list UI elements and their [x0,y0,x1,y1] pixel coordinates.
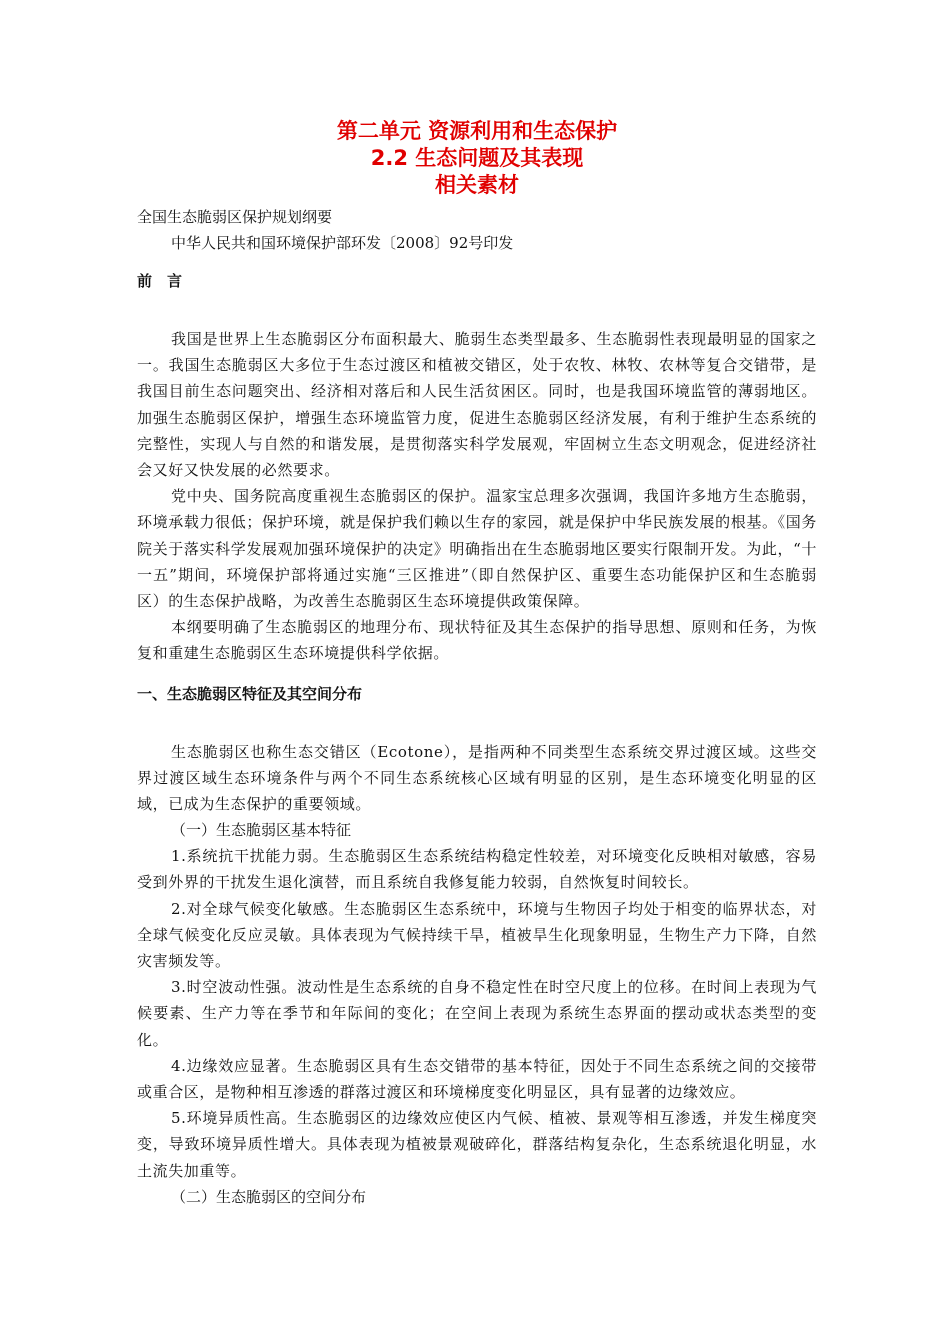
preface-paragraph-1: 我国是世界上生态脆弱区分布面积最大、脆弱生态类型最多、生态脆弱性表现最明显的国家之一。我国生态脆弱区大多位于生态过渡区和植被交错区，处于农牧、林牧、农林等复合交错带，是我国目前生态问题突出、经济相对落后和人民生活贫困区。同时，也是我国环境监管的薄弱地区。加强生态脆弱区保护，增强生态环境监管力度，促进生态脆弱区经济发展，有利于维护生态系统的完整性，实现人与自然的和谐发展，是贯彻落实科学发展观，牢固树立生态文明观念，促进经济社会又好又快发展的必然要求。 [137,330,817,480]
feature-item-5: 5.环境异质性高。生态脆弱区的边缘效应使区内气候、植被、景观等相互渗透，并发生梯度突变，导致环境异质性增大。具体表现为植被景观破碎化，群落结构复杂化，生态系统退化明显，水土流失加重等。 [137,1109,817,1180]
preface-paragraph-2: 党中央、国务院高度重视生态脆弱区的保护。温家宝总理多次强调，我国许多地方生态脆弱，环境承载力很低；保护环境，就是保护我们赖以生存的家园，就是保护中华民族发展的根基。《国务院关于落实科学发展观加强环境保护的决定》明确指出在生态脆弱地区要实行限制开发。为此，“十一五”期间，环境保护部将通过实施“三区推进”（即自然保护区、重要生态功能保护区和生态脆弱区）的生态保护战略，为改善生态脆弱区生态环境提供政策保障。 [137,487,817,611]
lesson-title: 2.2 生态问题及其表现 [370,146,584,170]
document-issuer: 中华人民共和国环境保护部环发〔2008〕92号印发 [171,234,514,252]
unit-title: 第二单元 资源利用和生态保护 [336,119,618,143]
section1-intro: 生态脆弱区也称生态交错区（Ecotone），是指两种不同类型生态系统交界过渡区域。这些交界过渡区域生态环境条件与两个不同生态系统核心区域有明显的区别，是生态环境变化明显的区域，已成为生态保护的重要领域。 [137,742,817,814]
subsection1-heading: （一）生态脆弱区基本特征 [171,821,352,840]
document-name: 全国生态脆弱区保护规划纲要 [137,208,333,226]
title-block [137,118,817,199]
feature-item-1: 1.系统抗干扰能力弱。生态脆弱区生态系统结构稳定性较差，对环境变化反映相对敏感，容易受到外界的干扰发生退化演替，而且系统自我修复能力较弱，自然恢复时间较长。 [137,847,817,892]
feature-item-2: 2.对全球气候变化敏感。生态脆弱区生态系统中，环境与生物因子均处于相变的临界状态，对全球气候变化反应灵敏。具体表现为气候持续干旱，植被旱生化现象明显，生物生产力下降，自然灾害频发等。 [137,899,817,971]
feature-item-4: 4.边缘效应显著。生态脆弱区具有生态交错带的基本特征，因处于不同生态系统之间的交接带或重合区，是物种相互渗透的群落过渡区和环境梯度变化明显区，具有显著的边缘效应。 [137,1056,817,1102]
preface-heading: 前 言 [137,272,183,290]
preface-paragraph-3: 本纲要明确了生态脆弱区的地理分布、现状特征及其生态保护的指导思想、原则和任务，为恢复和重建生态脆弱区生态环境提供科学依据。 [137,618,817,663]
feature-item-3: 3.时空波动性强。波动性是生态系统的自身不稳定性在时空尺度上的位移。在时间上表现为气候要素、生产力等在季节和年际间的变化；在空间上表现为系统生态界面的摆动或状态类型的变化。 [137,978,817,1049]
section1-heading: 一、生态脆弱区特征及其空间分布 [137,684,363,703]
material-title: 相关素材 [435,173,519,197]
document-page [137,118,817,1210]
subsection2-heading: （二）生态脆弱区的空间分布 [171,1187,367,1206]
